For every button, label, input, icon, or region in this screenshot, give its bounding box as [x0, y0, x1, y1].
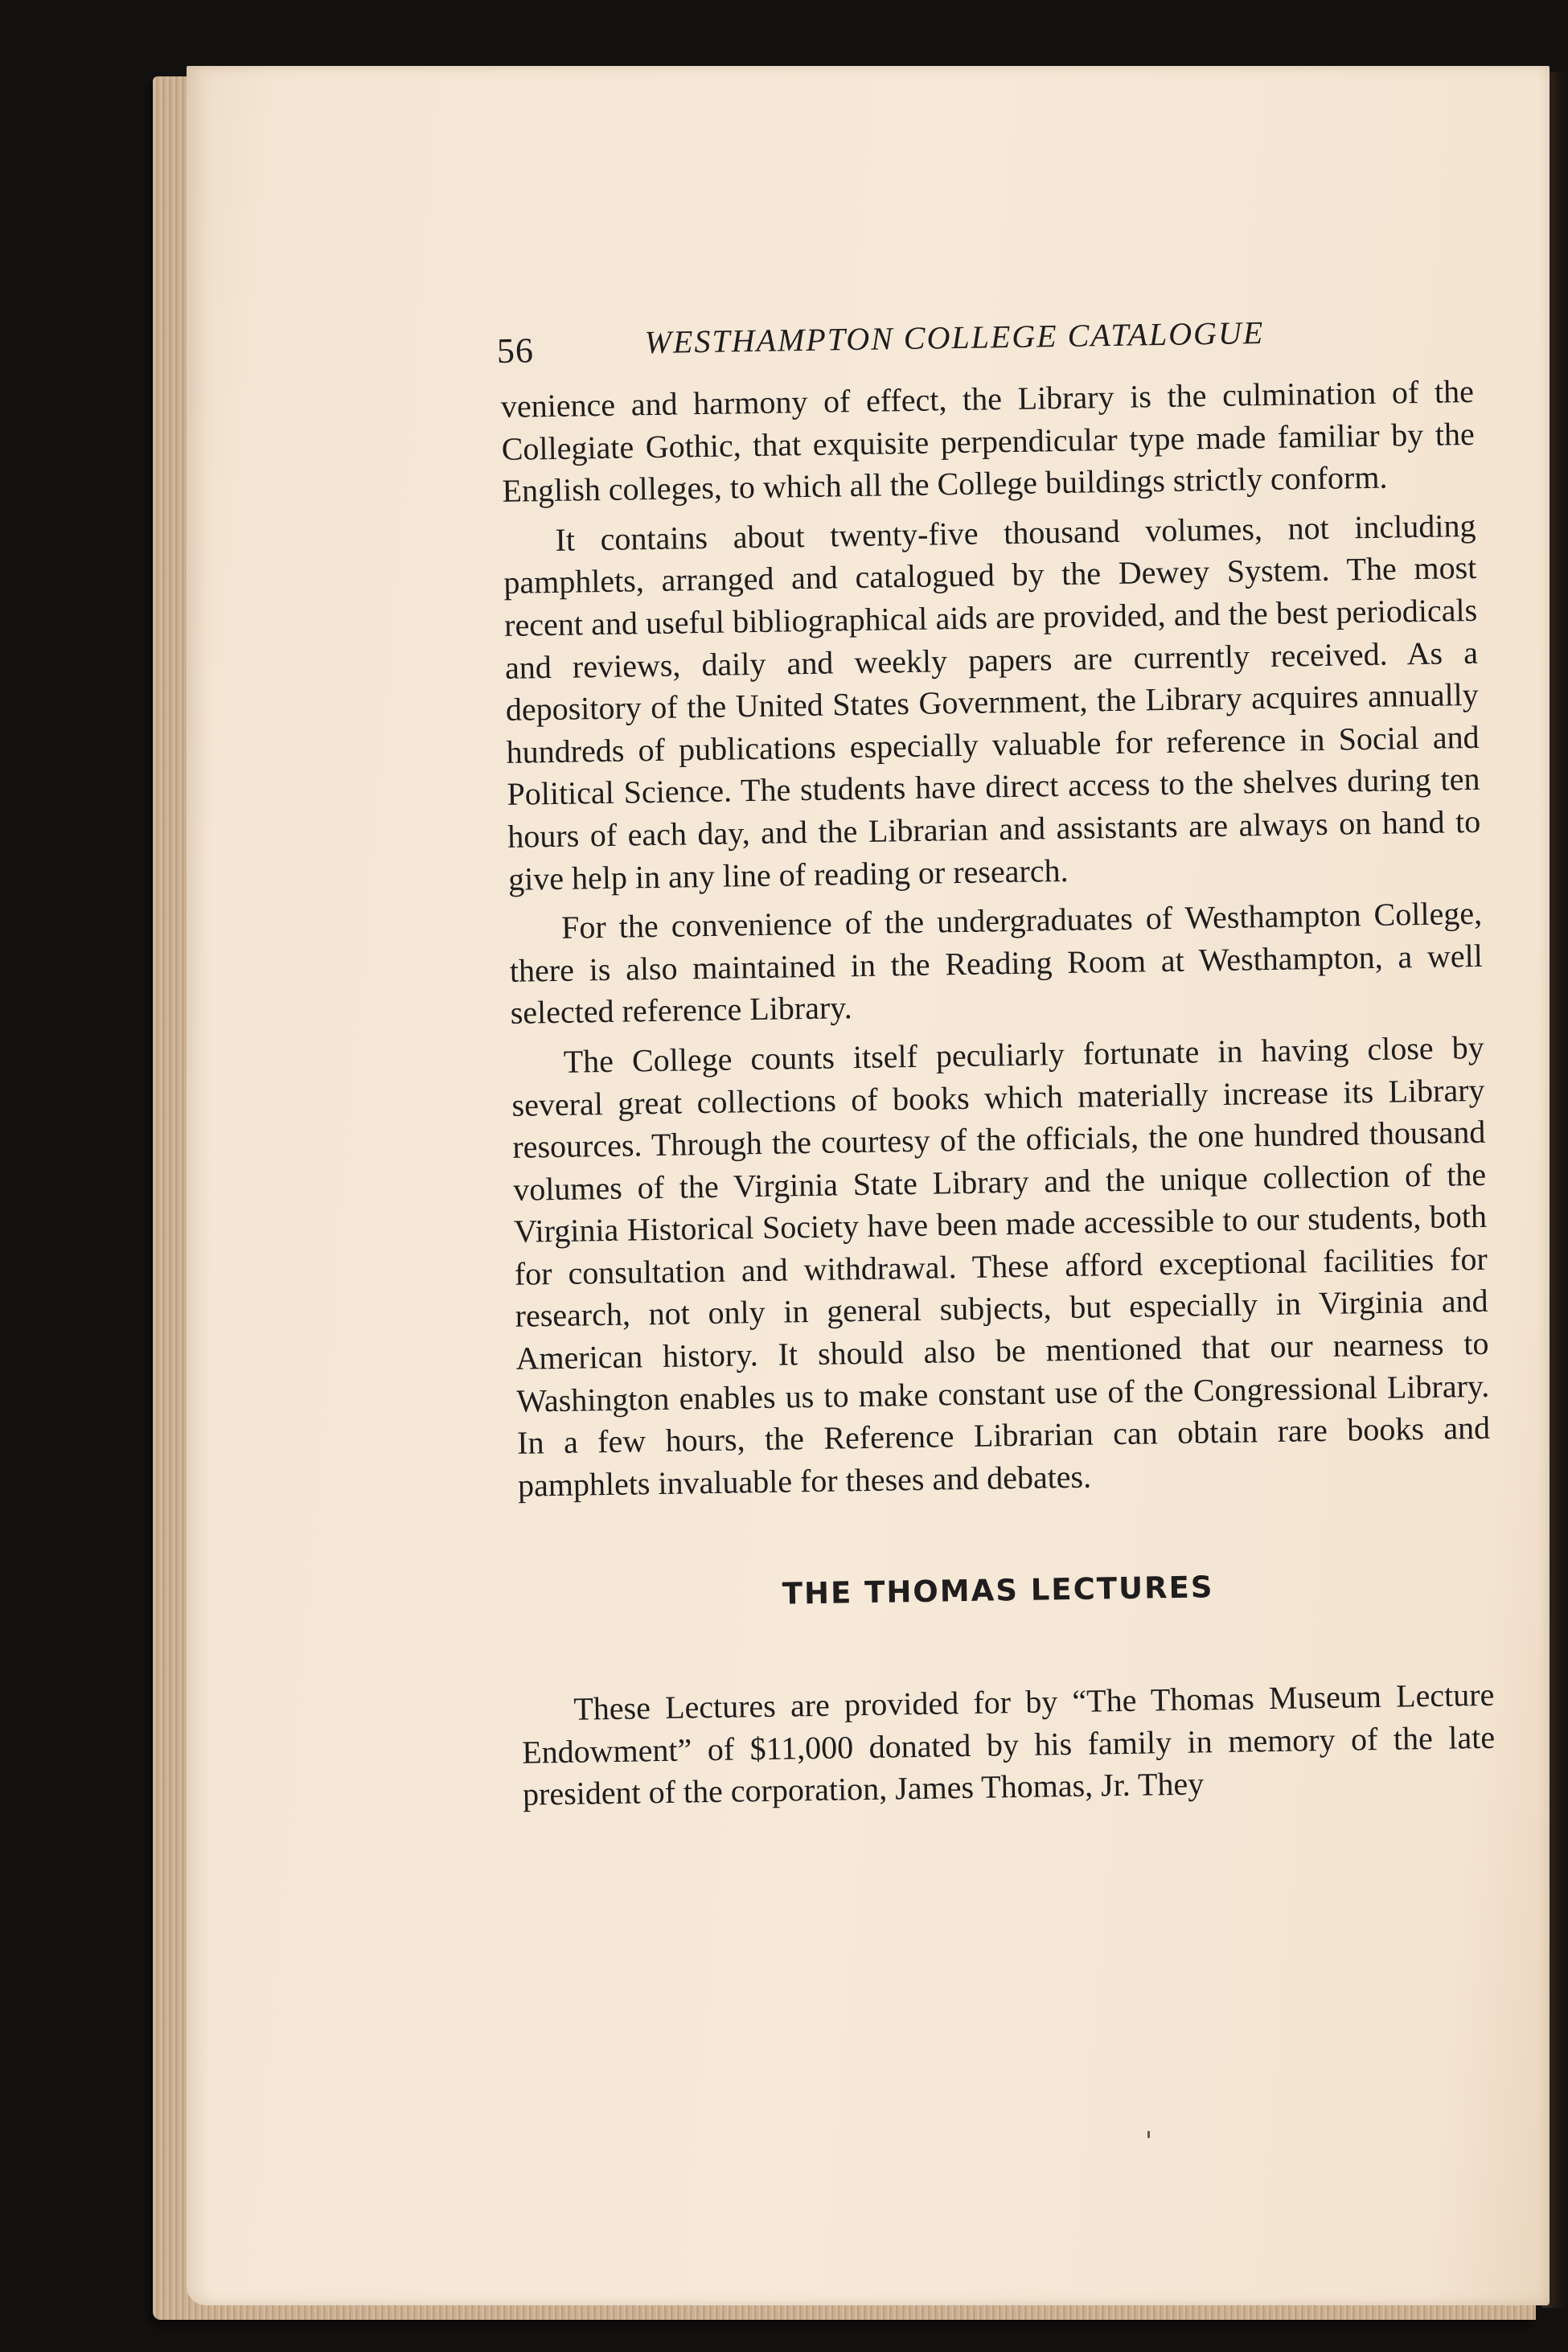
paragraph-collections: The College counts itself peculiarly fortunate in having close by several great collections of books which materially increase its Library resources. Through the courtesy of the officials, the one hundred thousand volumes of the Virginia State Library and the unique collection of the Virginia Historical Society have been made accessible to our students, both for consultation and withdrawal. These afford exceptional facilities for research, not only in general subjects, but especially in Virginia and American history. It should also be mentioned that our nearness to Washington enables us to make constant use of the Congressional Library. In a few hours, the Reference Librarian can obtain rare books and pamphlets invaluable for theses and debates. — [511, 1028, 1491, 1504]
paragraph-reading-room: For the convenience of the undergraduates of Westhampton College, there is also maintained in the Reading Room at Westhampton, a well selected reference Library. — [509, 894, 1484, 1032]
paragraph-thomas-lectures: These Lectures are provided for by “The Thomas Museum Lecture Endowment” of $11,000 donated by his family in memory of the late president of the corporation, James Thomas, Jr. They — [521, 1676, 1496, 1812]
paragraph-library-holdings: It contains about twenty-five thousand volumes, not including pamphlets, arranged and catalogued by the Dewey System. The most recent and useful bibliographical aids are provided, and the best periodicals and reviews, daily and weekly papers are currently received. As a depository of the United States Government, the Library acquires annually hundreds of publications especially valuable for reference in Social and Political Science. The students have direct access to the shelves during ten hours of each day, and the Librarian and assistants are always on hand to give help in any line of reading or research. — [503, 507, 1481, 897]
paper-speck — [1147, 2131, 1150, 2138]
paragraph-library-style: venience and harmony of effect, the Library is the culmination of the Collegiate Gothic, that exquisite perpendicular type made familiar by the English colleges, to which all the College buildings strictly conform. — [500, 372, 1475, 510]
page-number: 56 — [496, 330, 535, 371]
body-text — [501, 371, 1496, 1824]
header-title: WESTHAMPTON COLLEGE CATALOGUE — [644, 314, 1265, 361]
section-heading: THE THOMAS LECTURES — [782, 1570, 1214, 1612]
